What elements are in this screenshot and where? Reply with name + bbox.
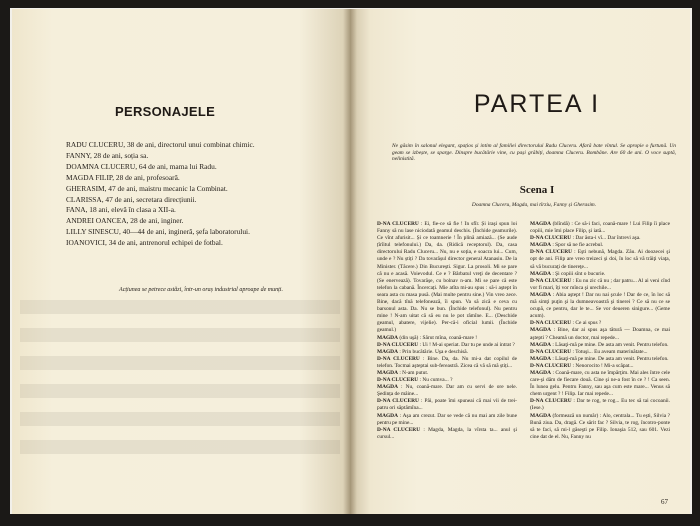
speaker-name: MAGDA <box>377 334 398 341</box>
dialogue-column-left <box>377 221 517 504</box>
cast-entry: RADU CLUCERU, 38 de ani, directorul unui combinat chimic. <box>66 140 255 149</box>
dialogue-text: : Lăsaţi-mă pe mine. De asta am venit. Pentru telefon. <box>552 355 669 362</box>
dialogue-text: : Ei, fie-ce să fie ! În sfîr. Și iraşi spun loi Fanny să nu lase niciodată geamul deschis. (Închide geamurile). Ce vînt afurisit... Și ce toamnerie ! În plină amiază... (Se aude țîrîitul telefonului.) Da, da. (Ridică receptorul). Da, casa directorului Radu Cluceru... Nu, nu e soția, e soacra lui... Cum, unde e ? Nu știți ? Da tovarășul director general Atanasiu. De la Minister. (Tăcere.) Din Bucureşti. Sigur. La prosoli. Mi se pare că nu e acasă. Voievodul. Ce e ? Bărbatul vreţi de decentare ? (Se enervează). Tovarăşe, cu bolnav n-am. Mi se pare că este telefon la cabană. Încercați. Mie atîta mi-au spus : să-i aştept în seara asta cu masa pusă. (Mai multe pentru sine.) Vin vreo zece. Bine, dacă tînă telefonează, îi spun. Va să zică e ceva cu barsonul asta. Da. Nu se bun. (Închide telefonul). Nu pentru mine ! N-am uitat că să eu nu le pot rămîne. E... (Deschide geamul, abatere, vijelie). Per-că-i oficial lumii. (Închide geamul.) <box>377 221 517 334</box>
dialogue-text: (formează un număr) : Alo, centrala... Tu eşti, Silvia ? Bună ziua. Da, dragă. Ce sărit fac ? Silvia, te rog, încotro-ponte să te faci, să mi-l găseşti pe Filip. Ionaşia 512, sau 601. Vezi cine dat de el. Nu, Fanny nu <box>530 412 670 440</box>
dialogue-line <box>530 292 670 320</box>
dialogue-line <box>530 342 670 349</box>
cover-edge-right <box>692 0 700 526</box>
dialogue-text: : Dar ăsta-i vî... Dar întrevi aşa. <box>572 235 641 242</box>
dialogue-text: : Coană-mare, cu asta ne împărţim. Mai ales între cele care-şi dăm de fiecare două. Cine şi ne-a fost în ce ? ! Ca seen. În lunea gelu. Pentru Fanny, sau aşa cum este mare... Venus să chem urgent ? ! Filip. Iar mai repede... <box>530 369 670 398</box>
dialogue-line <box>377 335 517 342</box>
scene-intro: Ne găsim în salonul elegant, spațios și intim al familiei directorului Radu Cluceru. Afară bate vîntul. Se apropie o furtună. Un geam se izbește, se sparge. Dinspre bucătărie vine, cu pași grăbiți, doamna Cluceru. Bombăne. Are 60 de ani. O voce suptă, nelinistită. <box>392 143 676 163</box>
speaker-name: D-NA CLUCERU <box>377 355 420 362</box>
dialogue-text: : Abia aştept ! Dar nu nai şcule ! Dar de ce, în loc să mă simţi puţin şi la dumneavoastră şi tinerei ? Ce să nu ce se ocupă, ce pentru, dar le te... Se vor deueren sinigure... (Geme acum). <box>530 291 670 320</box>
dialogue-line <box>377 427 517 441</box>
dialogue-line <box>377 370 517 377</box>
dialogue-text: : Bine. Da, da. Nu mi-a dat copilul de telefon. Tocmai aşteptai sub-fereastră. Zicea că vă să mă știți... <box>377 355 517 369</box>
dialogue-line <box>377 377 517 384</box>
dialogue-line <box>530 349 670 356</box>
dialogue-line <box>530 413 670 441</box>
cast-entry: GHERASIM, 47 de ani, maistru mecanic la Combinat. <box>66 183 228 193</box>
show-through-text <box>20 300 340 500</box>
dialogue-text: : Lăsaţi-mă pe mine. De asta am venit. Pentru telefon. <box>552 341 669 348</box>
speaker-name: D-NA CLUCERU <box>530 320 572 327</box>
dialogue-text: : Nenorocito ! Mi-a scăpat... <box>572 362 634 369</box>
dialogue-text: : Bine, dar ai spus aşa tătură — Doamna, ce mai aştepti ? Cheamă un doctor, mai repede... <box>530 327 670 341</box>
speaker-name: MAGDA <box>530 355 551 362</box>
speaker-name: D-NA CLUCERU <box>377 377 419 384</box>
cast-entry: DOAMNA CLUCERU, 64 de ani, mama lui Radu. <box>66 161 217 171</box>
speaker-name: D-NA CLUCERU <box>530 277 572 284</box>
speaker-name: MAGDA <box>377 412 398 419</box>
dialogue-text: : Dar te rog, te rog... Eu tec să tai cocoanii. (Iese.) <box>530 398 670 412</box>
cast-entry: FANNY, 28 de ani, soția sa. <box>66 150 149 160</box>
dialogue-line <box>530 327 670 341</box>
dialogue-text: : N-am putut. <box>399 369 429 376</box>
speaker-name: MAGDA <box>530 369 551 376</box>
dialogue-line <box>530 320 670 327</box>
dialogue-line <box>377 221 517 335</box>
dialogue-text: : Spor să ne fie acrebul. <box>552 242 604 249</box>
dialogue-line <box>377 413 517 427</box>
speaker-name: MAGDA <box>530 221 551 227</box>
cast-entry: FANA, 18 ani, elevă în clasa a XII-a. <box>66 205 176 215</box>
dialogue-line <box>530 242 670 249</box>
book-gutter <box>343 9 357 514</box>
dialogue-line <box>530 363 670 370</box>
scene-characters: Doamna Cluceru, Magda, mai tîrziu, Fanny și Gherasim. <box>471 202 597 208</box>
dialogue-line <box>377 384 517 398</box>
speaker-name: D-NA CLUCERU <box>377 221 419 227</box>
cast-entry: LILLY SINESCU, 40—44 de ani, ingineră, șefa laboratorului. <box>66 227 250 237</box>
dialogue-text: : Nu, coană-mare. Dar am cu servi de ore nele. Şedința de mâine... <box>377 384 517 398</box>
speaker-name: D-NA CLUCERU <box>530 235 572 242</box>
speaker-name: D-NA CLUCERU <box>377 426 421 433</box>
dialogue-text: : Păi, poate îmi spuneai că mai vii de trei-patru ori săptămîna... <box>377 398 517 412</box>
speaker-name: D-NA CLUCERU <box>530 348 572 355</box>
speaker-name: D-NA CLUCERU <box>530 249 572 256</box>
dialogue-text: : Eşti nebună, Magda. Zău. Ai doozecei şi opt de ani. Filip are vreo treizeci şi doi, în loc să vă trăiţi viaţa, să vă bucuraţi de tinereţe... <box>530 249 670 270</box>
dialogue-text: (din uşă) : Sărut mîna, coană-mare ! <box>399 334 478 341</box>
speaker-name: MAGDA <box>530 270 551 277</box>
speaker-name: MAGDA <box>377 369 398 376</box>
dialogue-text: : Nu cumva... ? <box>419 377 453 384</box>
dialogue-text: : Ui ! M-ai speriat. Dar tu pe unde ai intrat ? <box>419 341 515 348</box>
speaker-name: MAGDA <box>377 348 398 355</box>
page-number: 67 <box>661 498 668 506</box>
dialogue-text: : Aşa am crezut. Dar se vede că nu mai am zile bune pentru pe mine... <box>377 412 517 426</box>
speaker-name: D-NA CLUCERU <box>530 398 572 405</box>
cover-edge-left <box>0 0 10 526</box>
speaker-name: D-NA CLUCERU <box>377 341 419 348</box>
dialogue-text: : Magda, Magda, la vîrsta ta... anul şi cursul... <box>377 426 517 440</box>
dialogue-line <box>377 349 517 356</box>
dialogue-line <box>530 249 670 270</box>
dialogue-line <box>530 370 670 398</box>
speaker-name: MAGDA <box>377 384 398 391</box>
dialogue-line <box>377 342 517 349</box>
speaker-name: D-NA CLUCERU <box>530 362 572 369</box>
dialogue-line <box>530 271 670 278</box>
cast-entry: CLARISSA, 47 de ani, secretara direcțiunii. <box>66 194 197 204</box>
speaker-name: D-NA CLUCERU <box>377 398 419 405</box>
cast-entry: MAGDA FILIP, 28 de ani, profesoară. <box>66 172 180 182</box>
cover-edge-bottom <box>0 514 700 526</box>
dialogue-text: : Ce ai spus ? <box>572 320 602 327</box>
cast-heading: PERSONAJELE <box>115 104 216 119</box>
dialogue-line <box>377 356 517 370</box>
dialogue-line <box>530 221 670 235</box>
speaker-name: MAGDA <box>530 341 551 348</box>
dialogue-line <box>530 278 670 292</box>
dialogue-text: : Eu nu zic că nu ; dar patru... Al ai veni cînd vor fi mari, îți vor mînca şi urechile... <box>530 277 670 291</box>
setting-note: Acțiunea se petrece astăzi, într-un oraș industrial aproape de munți. <box>119 287 283 293</box>
speaker-name: MAGDA <box>530 291 551 298</box>
dialogue-line <box>530 398 670 412</box>
speaker-name: MAGDA <box>530 242 551 249</box>
dialogue-text: : Prin bucătărie. Uşa e deschisă. <box>399 348 469 355</box>
scene-title: Scena I <box>519 184 555 196</box>
cover-edge-top <box>0 0 700 8</box>
dialogue-text: (blîndă) : Ce să-i faci, coană-mare ! Lui Filip îi place copiii, mie îmi place Filip, şi iată... <box>530 221 670 235</box>
cast-entry: IOANOVICI, 34 de ani, antrenorul echipei de fotbal. <box>66 238 223 248</box>
dialogue-text: : Totuşi... Eu aveam materinătate... <box>572 348 648 355</box>
dialogue-line <box>377 398 517 412</box>
dialogue-text: : Şi copiii sînt o bucurie. <box>552 270 606 277</box>
dialogue-column-right <box>530 221 670 504</box>
cast-list <box>66 140 328 249</box>
cast-entry: ANDREI OANCEA, 28 de ani, inginer. <box>66 216 184 226</box>
part-title: PARTEA I <box>473 90 601 118</box>
speaker-name: MAGDA <box>530 327 551 334</box>
speaker-name: MAGDA <box>530 412 551 419</box>
dialogue-line <box>530 356 670 363</box>
